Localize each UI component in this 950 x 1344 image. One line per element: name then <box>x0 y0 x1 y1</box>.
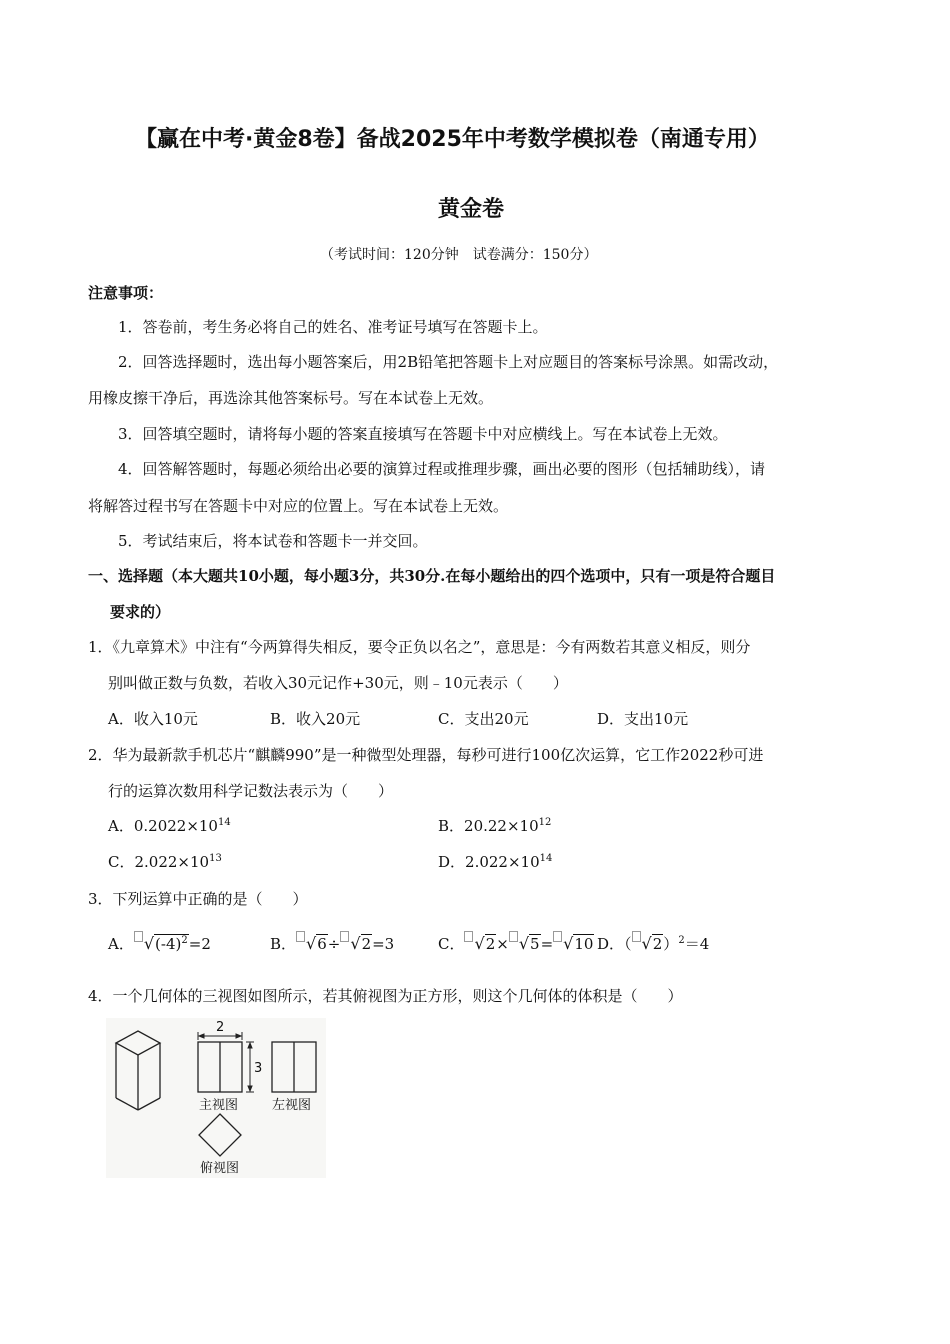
radical: √10 <box>563 934 594 953</box>
question-3-stem: 3．下列运算中正确的是（ ） <box>88 890 308 908</box>
radical: √2 <box>474 934 496 953</box>
question-4-stem: 4．一个几何体的三视图如图所示，若其俯视图为正方形，则这个几何体的体积是（ ） <box>88 987 683 1005</box>
section-heading: 一、选择题（本大题共10小题，每小题3分，共30分.在每小题给出的四个选项中，只有一项是符合题目 <box>88 567 776 585</box>
q3-option-d: D．（ √2）$^2$＝4 <box>597 933 709 954</box>
page-title: 【赢在中考·黄金8卷】备战2025年中考数学模拟卷（南通专用） <box>135 127 770 152</box>
q1-option-d: D．支出10元 <box>597 710 689 728</box>
q1-option-b: B．收入20元 <box>270 710 361 728</box>
exam-info: （考试时间：120分钟 试卷满分：150分） <box>320 247 598 263</box>
radical-index-icon <box>509 931 518 942</box>
three-view-figure <box>106 1018 326 1178</box>
q1-option-c: C．支出20元 <box>438 710 529 728</box>
page-subtitle: 黄金卷 <box>438 197 505 222</box>
radical-index-icon <box>632 931 641 942</box>
q1-option-a: A．收入10元 <box>108 710 198 728</box>
q2-option-a: A．$0.2022\times 10^{14}$ <box>108 817 231 835</box>
radical: √6 <box>306 934 327 953</box>
radical-index-icon <box>134 931 143 942</box>
radical: √5 <box>518 934 540 953</box>
notice-item: 用橡皮擦干净后，再选涂其他答案标号。写在本试卷上无效。 <box>88 389 494 407</box>
section-heading-cont: 要求的） <box>110 603 171 621</box>
label-top-view: 俯视图 <box>200 1161 240 1176</box>
notice-item: 2．回答选择题时，选出每小题答案后，用2B铅笔把答题卡上对应题目的答案标号涂黑。如需改动， <box>118 353 779 371</box>
dim-width-label: 2 <box>216 1020 225 1035</box>
radical: √2 <box>350 934 372 953</box>
dim-height-label: 3 <box>254 1061 263 1076</box>
q3-option-c: C． √2× √5= √10 <box>438 933 594 954</box>
q2-option-c: C．$2.022\times 10^{13}$ <box>108 853 222 871</box>
radical-index-icon <box>464 931 473 942</box>
notice-item: 5．考试结束后，将本试卷和答题卡一并交回。 <box>118 532 428 550</box>
question-2-stem-cont: 行的运算次数用科学记数法表示为（ ） <box>108 782 394 800</box>
q3-option-b: B． √6÷ √2=3 <box>270 933 394 954</box>
notice-item: 1．答卷前，考生务必将自己的姓名、准考证号填写在答题卡上。 <box>118 318 548 336</box>
radical: $√(-4)^2$ <box>143 934 188 953</box>
radical-index-icon <box>296 931 305 942</box>
notice-item: 将解答过程书写在答题卡中对应的位置上。写在本试卷上无效。 <box>88 497 509 515</box>
radical-index-icon <box>553 931 562 942</box>
q2-option-b: B．$20.22\times 10^{12}$ <box>438 817 552 835</box>
label-left-view: 左视图 <box>272 1098 312 1113</box>
question-1-stem-cont: 别叫做正数与负数，若收入30元记作+30元，则﹣10元表示（ ） <box>108 674 568 692</box>
notice-item: 4．回答解答题时，每题必须给出必要的演算过程或推理步骤，画出必要的图形（包括辅助线），请 <box>118 460 766 478</box>
radical: √2 <box>641 934 663 953</box>
label-front-view: 主视图 <box>199 1098 239 1113</box>
radical-index-icon <box>340 931 349 942</box>
q2-option-d: D．$2.022\times 10^{14}$ <box>438 853 553 871</box>
question-2-stem: 2．华为最新款手机芯片“麒麟990”是一种微型处理器，每秒可进行100亿次运算，它工作2022秒可进 <box>88 746 764 764</box>
notice-item: 3．回答填空题时，请将每小题的答案直接填写在答题卡中对应横线上。写在本试卷上无效。 <box>118 425 728 443</box>
q3-option-a: A． $√(-4)^2=2$ <box>108 933 211 954</box>
notice-heading: 注意事项： <box>88 284 164 302</box>
question-1-stem: 1．《九章算术》中注有“今两算得失相反，要令正负以名之”，意思是：今有两数若其意义相反，则分 <box>88 638 751 656</box>
